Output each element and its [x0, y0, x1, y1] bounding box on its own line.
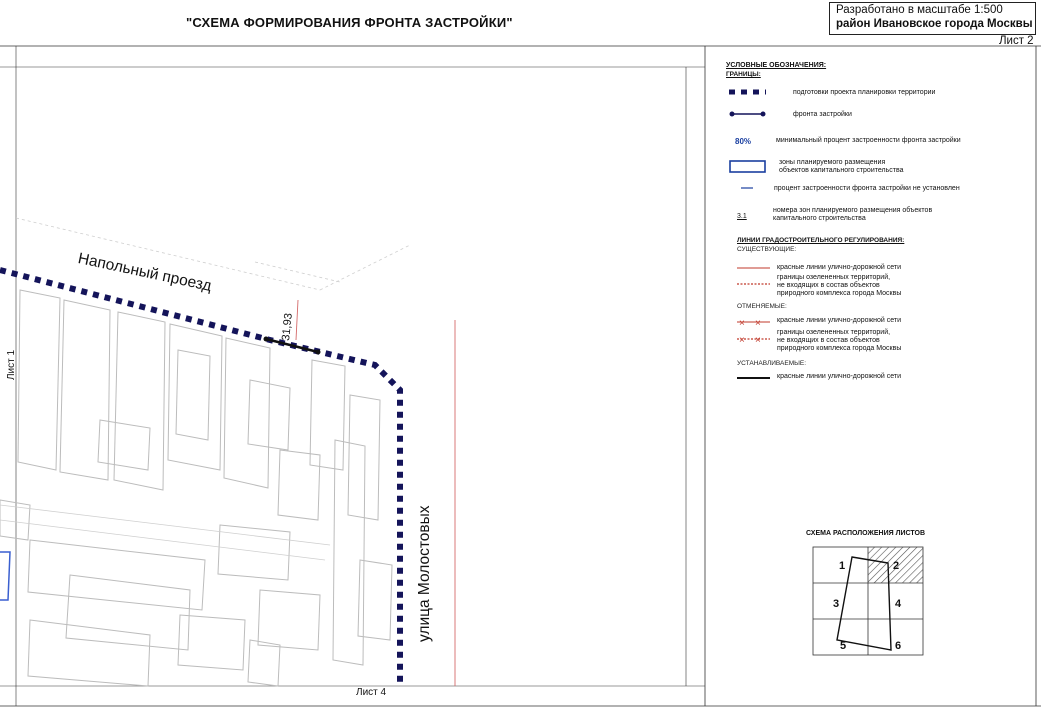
legend-item: минимальный процент застроенности фронта застройки	[776, 137, 961, 144]
sheet-cell-label: 1	[839, 560, 846, 572]
district-text: район Ивановское города Москвы	[836, 18, 1033, 30]
legend-item: объектов капитального строительства	[779, 167, 904, 174]
frontage-node	[316, 350, 321, 355]
zone-outline	[0, 552, 10, 600]
svg-text:×: ×	[739, 335, 745, 346]
legend-item: не входящих в состав объектов	[777, 282, 880, 289]
frontage-node	[264, 337, 269, 342]
sheet-cell-label: 5	[840, 640, 847, 652]
svg-text:×: ×	[755, 318, 761, 329]
legend-item: не входящих в состав объектов	[777, 337, 880, 344]
legend-established-heading: УСТАНАВЛИВАЕМЫЕ:	[737, 360, 807, 367]
sheet-scheme-title: СХЕМА РАСПОЛОЖЕНИЯ ЛИСТОВ	[806, 530, 925, 537]
legend-cancelled-heading: ОТМЕНЯЕМЫЕ:	[737, 303, 787, 310]
sheet-ref-left: Лист 1	[6, 349, 17, 380]
legend-zone-sample: 3.1	[737, 213, 747, 220]
legend-item: красные линии улично-дорожной сети	[777, 317, 902, 324]
sheet-cell-label: 3	[833, 598, 840, 610]
legend-item: зоны планируемого размещения	[779, 159, 886, 166]
street-label-east: улица Молостовых	[416, 505, 433, 642]
svg-text:×: ×	[755, 335, 761, 346]
page-title: "СХЕМА ФОРМИРОВАНИЯ ФРОНТА ЗАСТРОЙКИ"	[186, 15, 513, 30]
legend-item: границы озелененных территорий,	[777, 329, 891, 336]
legend-percent-sample: 80%	[735, 137, 752, 146]
sheet-cell-label: 6	[895, 640, 902, 652]
legend-item: подготовки проекта планировки территории	[793, 89, 936, 96]
sheet-number: Лист 2	[999, 35, 1034, 47]
svg-text:×: ×	[739, 318, 745, 329]
legend-item: красные линии улично-дорожной сети	[777, 264, 902, 271]
legend-symbols	[729, 92, 770, 378]
legend-item: красные линии улично-дорожной сети	[777, 373, 902, 380]
street-label-north: Напольный проезд	[76, 250, 214, 295]
sheet-ref-bottom: Лист 4	[356, 687, 387, 698]
legend-boundaries-heading: ГРАНИЦЫ:	[726, 71, 761, 78]
legend-existing-heading: СУЩЕСТВУЮЩИЕ:	[737, 246, 797, 253]
legend-item: фронта застройки	[793, 111, 852, 118]
legend-lines-heading: ЛИНИИ ГРАДОСТРОИТЕЛЬНОГО РЕГУЛИРОВАНИЯ:	[737, 237, 905, 244]
legend-item: процент застроенности фронта застройки не установлен	[774, 185, 960, 192]
legend-item: номера зон планируемого размещения объектов	[773, 207, 933, 214]
legend-item: границы озелененных территорий,	[777, 274, 891, 281]
frontage-dimension: 31,93	[280, 312, 295, 342]
building-frontage-line	[266, 339, 318, 352]
sheet-cell-label: 4	[895, 598, 902, 610]
building-outlines	[0, 290, 392, 686]
legend-item: природного комплекса города Москвы	[777, 290, 902, 297]
legend-item: природного комплекса города Москвы	[777, 345, 902, 352]
sheet-scheme-grid	[813, 547, 923, 655]
legend-heading: УСЛОВНЫЕ ОБОЗНАЧЕНИЯ:	[726, 62, 827, 69]
legend-item: капитального строительства	[773, 215, 866, 222]
sheet-cell-label: 2	[893, 560, 900, 572]
scale-text: Разработано в масштабе 1:500	[836, 4, 1003, 16]
